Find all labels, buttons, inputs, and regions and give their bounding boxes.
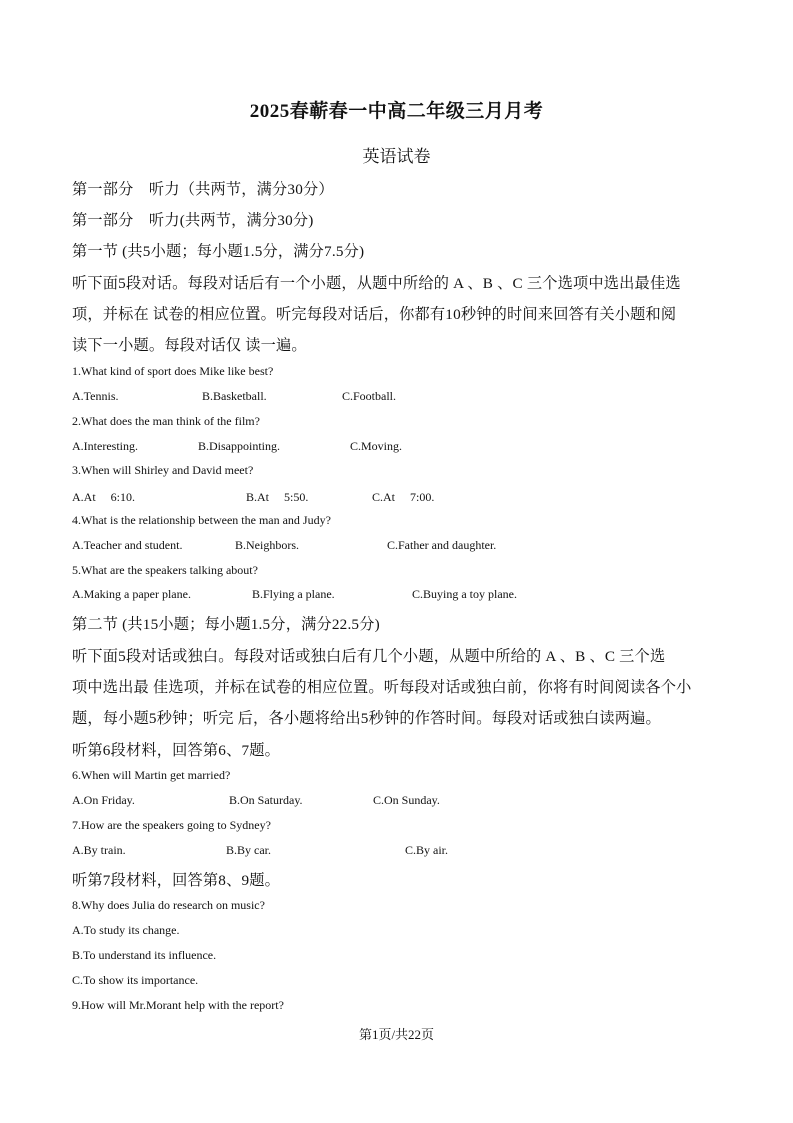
question-5-option-c: C.Buying a toy plane. (412, 587, 517, 601)
question-8: 8.Why does Julia do research on music? (72, 898, 265, 912)
section1-heading: 第一节 (共5小题；每小题1.5分，满分7.5分) (72, 243, 365, 260)
section1-instr-line1: 听下面5段对话。每段对话后有一个小题，从题中所给的 A 、B 、C 三个选项中选出最佳选 (72, 275, 681, 292)
question-3-option-a: A.At 6:10. (72, 490, 136, 504)
section1-instr-line2: 项，并标在 试卷的相应位置。听完每段对话后，你都有10秒钟的时间来回答有关小题和阅 (72, 306, 677, 323)
part1-heading-b: 第一部分 听力(共两节，满分30分) (72, 212, 314, 229)
question-2-option-a: A.Interesting. (72, 439, 138, 453)
question-2: 2.What does the man think of the film? (72, 414, 260, 428)
question-8-option-c: C.To show its importance. (72, 973, 199, 987)
question-1: 1.What kind of sport does Mike like best? (72, 364, 274, 378)
question-3: 3.When will Shirley and David meet? (72, 463, 254, 477)
part1-heading-a: 第一部分 听力（共两节，满分30分） (72, 181, 334, 198)
question-1-option-b: B.Basketball. (202, 389, 267, 403)
question-6-option-c: C.On Sunday. (373, 793, 440, 807)
question-4: 4.What is the relationship between the man and Judy? (72, 513, 331, 527)
question-7-option-b: B.By car. (226, 843, 271, 857)
question-4-option-b: B.Neighbors. (235, 538, 299, 552)
section2-instr-line2: 项中选出最 佳选项，并标在试卷的相应位置。听每段对话或独白前，你将有时间阅读各个小 (72, 679, 692, 696)
question-5: 5.What are the speakers talking about? (72, 563, 258, 577)
section2-instr-line1: 听下面5段对话或独白。每段对话或独白后有几个小题，从题中所给的 A 、B 、C 三个选 (72, 648, 666, 665)
material-7-heading: 听第7段材料，回答第8、9题。 (72, 872, 281, 889)
question-2-option-c: C.Moving. (350, 439, 403, 453)
question-7-option-a: A.By train. (72, 843, 126, 857)
question-8-option-b: B.To understand its influence. (72, 948, 217, 962)
question-4-option-a: A.Teacher and student. (72, 538, 183, 552)
question-6-option-a: A.On Friday. (72, 793, 135, 807)
question-2-option-b: B.Disappointing. (198, 439, 281, 453)
question-6: 6.When will Martin get married? (72, 768, 231, 782)
question-5-option-a: A.Making a paper plane. (72, 587, 191, 601)
page-number: 第1页/共22页 (358, 1027, 435, 1042)
question-8-option-a: A.To study its change. (72, 923, 180, 937)
section2-heading: 第二节 (共15小题；每小题1.5分，满分22.5分) (72, 616, 380, 633)
question-1-option-a: A.Tennis. (72, 389, 119, 403)
question-3-option-c: C.At 7:00. (372, 490, 435, 504)
exam-title: 2025春蕲春一中高二年级三月月考 (249, 101, 544, 122)
exam-subtitle: 英语试卷 (362, 147, 431, 166)
question-3-option-b: B.At 5:50. (246, 490, 309, 504)
question-4-option-c: C.Father and daughter. (387, 538, 497, 552)
section2-instr-line3: 题，每小题5秒钟；听完 后，各小题将给出5秒钟的作答时间。每段对话或独白读两遍。 (72, 710, 661, 727)
section1-instr-line3: 读下一小题。每段对话仅 读一遍。 (72, 337, 307, 354)
question-7: 7.How are the speakers going to Sydney? (72, 818, 271, 832)
question-1-option-c: C.Football. (342, 389, 397, 403)
question-9: 9.How will Mr.Morant help with the report? (72, 998, 284, 1012)
question-7-option-c: C.By air. (405, 843, 449, 857)
question-6-option-b: B.On Saturday. (229, 793, 303, 807)
material-6-heading: 听第6段材料，回答第6、7题。 (72, 742, 281, 759)
question-5-option-b: B.Flying a plane. (252, 587, 335, 601)
